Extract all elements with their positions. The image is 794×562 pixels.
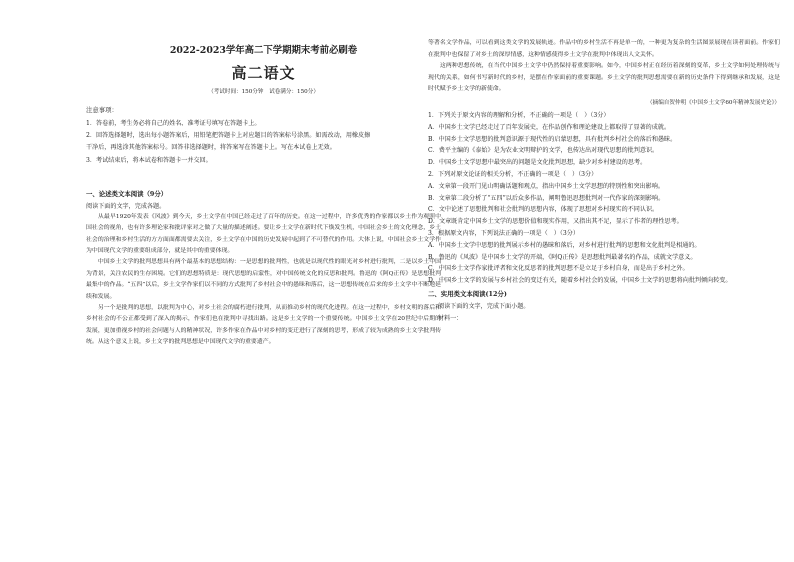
subject-title: 高二语文 [231, 64, 296, 82]
question-option: C．文中论述了思想批判和社会批判的思想内容，体现了思想对乡村现实的不同认识。 [428, 206, 659, 214]
question-3 [428, 228, 780, 287]
question-option: A．文章第一段开门见山明确话题和观点，指出中国乡土文学思想的特别性和突出影响。 [428, 182, 664, 190]
question-option: B．文章第二段分析了“五四”以后众多作品，阐明鲁迅思想批判对一代作家的深刻影响。 [428, 194, 665, 202]
notice-item: 1．答卷前，考生务必将自己的姓名、准考证号填写在答题卡上。 [86, 120, 261, 127]
question-option: D．中国乡土文学的发展与乡村社会的变迁有关，随着乡村社会的发展，中国乡土文学的思想将向批判倾向转变。 [428, 277, 732, 285]
right-column [428, 38, 780, 325]
question-2 [428, 169, 780, 228]
question-option: D．文章既肯定中国乡土文学的思想价值和现实作用，又指出其不足，显示了作者的理性思考。 [428, 218, 683, 226]
left-column [86, 38, 441, 349]
passage-paragraph: 另一个是批判的思想，以批判为中心，对乡土社会的腐朽进行批判，从而推动乡村的现代化进程。在这一过程中，乡村文明的落后和乡村社会的不公正都受到了深入的揭示，作家们也在批判中寻找出路。这是乡土文学的一个重要传统。中国乡土文学在20世纪中后期的发展，更加重视乡村的社会问题与人的精神状况，许多作家在作品中对乡村的变迁进行了深刻的思考，形成了较为成熟的乡土文学批判传统。从这个意义上说，乡土文学的批判思想是中国现代文学的重要遗产。 [86, 305, 441, 346]
question-stem: 2．下列对原文论证的相关分析，不正确的一项是（ ）（3分） [428, 170, 598, 178]
passage-paragraph: 等著名文学作品，可以看到这类文学的发展轨迹。作品中的乡村生活不再是单一的，一种更为复杂的生活图景展现在读者面前。作家们在批判中也保留了对乡土的深厚情感，这种情感使得乡土文学在批判中体现出人文关怀。 [428, 40, 780, 58]
passage-paragraph: 这两种思想传统，在当代中国乡土文学中仍然保持着重要影响。如今，中国乡村正在经历着深刻的变革，乡土文学如何处理传统与现代的关系，如何书写新时代的乡村，是摆在作家面前的重要课题。乡土文学的批判思想需要在新的历史条件下得到继承和发展，这是时代赋予乡土文学的新使命。 [428, 63, 780, 93]
question-option: B．中国乡土文学思想的批判意识源于现代性的启蒙思想，具有批判乡村社会的落后和愚昧。 [428, 135, 677, 143]
question-option: C．中国乡土文学作家批评者和文化反思者的批判思想不是立足于乡村自身，而是出于乡村之外。 [428, 265, 689, 273]
exam-meta: （考试时间：150分钟 试卷满分：150分） [208, 89, 319, 95]
material-label: 材料一： [438, 314, 463, 322]
question-option: A．中国乡土文学已经走过了百年发展史，在作品创作和理论建设上都取得了显著的成就。 [428, 123, 671, 131]
notice-item: 2．回答选择题时，选出每小题答案后，用铅笔把答题卡上对应题目的答案标号涂黑。如需改动，用橡皮擦 [86, 132, 371, 140]
passage-paragraph: 从最早1920年发表《风波》到今天，乡土文学在中国已经走过了百年的历史。在这一过程中，许多优秀的作家都以乡土作为观照中国社会的视角，也有许多理论家和批评家对之做了大量的描述阐述。要让乡土文学在新时代下焕发生机，中国社会乡土的文化理念，乡土社会的治理和乡村生活的方方面面都需要去关注，乡土文学在中国的历史发展中起到了不可替代的作用。大体上说，中国社会乡土文学作为中国现代文学的重要组成部分，就是其中的重要体现。 [86, 213, 441, 255]
section-lead: 阅读下面的文字，完成各题。 [86, 202, 166, 210]
notice-item: 3．考试结束后，将本试卷和答题卡一并交回。 [86, 156, 212, 164]
question-stem: 3．根据原文内容，下列说法正确的一项是（ ）（3分） [428, 229, 579, 237]
question-stem: 1．下列关于原文内容的理解和分析，不正确的一项是（ ）（3分） [428, 111, 610, 119]
section-heading: 二、实用类文本阅读(12分) [428, 289, 507, 298]
notice-heading: 注意事项： [86, 106, 118, 114]
notice-item: 干净后，再选涂其他答案标号。回答非选择题时，将答案写在答题卡上。写在本试卷上无效。 [86, 144, 336, 152]
section-heading: 一、论述类文本阅读（9分） [86, 189, 168, 198]
passage-paragraph: 中国乡土文学的批判思想具有两个最基本的思想结构：一是思想的批判性，也就是以现代性的眼光对乡村进行批判，二是以乡土中国为背景，关注农民的生存困境。它们的思想特质是：现代思想的启蒙性，对中国传统文化的反思和批判。鲁迅的《阿Q正传》是思想批判最集中的作品。“五四”以后，乡土文学作家们以不同的方式批判了乡村社会中的愚昧和落后，这一思想传统在后来的乡土文学中不断地延续和发展。 [86, 259, 441, 300]
question-1 [428, 110, 780, 169]
section-lead: 阅读下面的文字，完成下面小题。 [438, 302, 530, 310]
question-option: C．费平主编的《泰始》是为农业文明辩护的文学，也传达出对现代思想的批判意识。 [428, 147, 659, 155]
passage-source: （摘编自贺仲明《中国乡土文学60年精神发展史论》） [647, 99, 780, 106]
exam-title: 2022-2023学年高二下学期期末考前必刷卷 [169, 45, 358, 56]
question-option: D．中国乡土文学思想中最突出的问题是文化批判思想，缺少对乡村建设的思考。 [428, 159, 647, 167]
question-option: B．鲁迅的《风波》是中国乡土文学的开端，《阿Q正传》是思想批判最著名的作品，成就文学意义。 [428, 253, 697, 261]
question-option: A．中国乡土文学中思想的批判展示乡村的愚昧和落后，对乡村进行批判的思想和文化批判是相通的。 [428, 241, 701, 249]
